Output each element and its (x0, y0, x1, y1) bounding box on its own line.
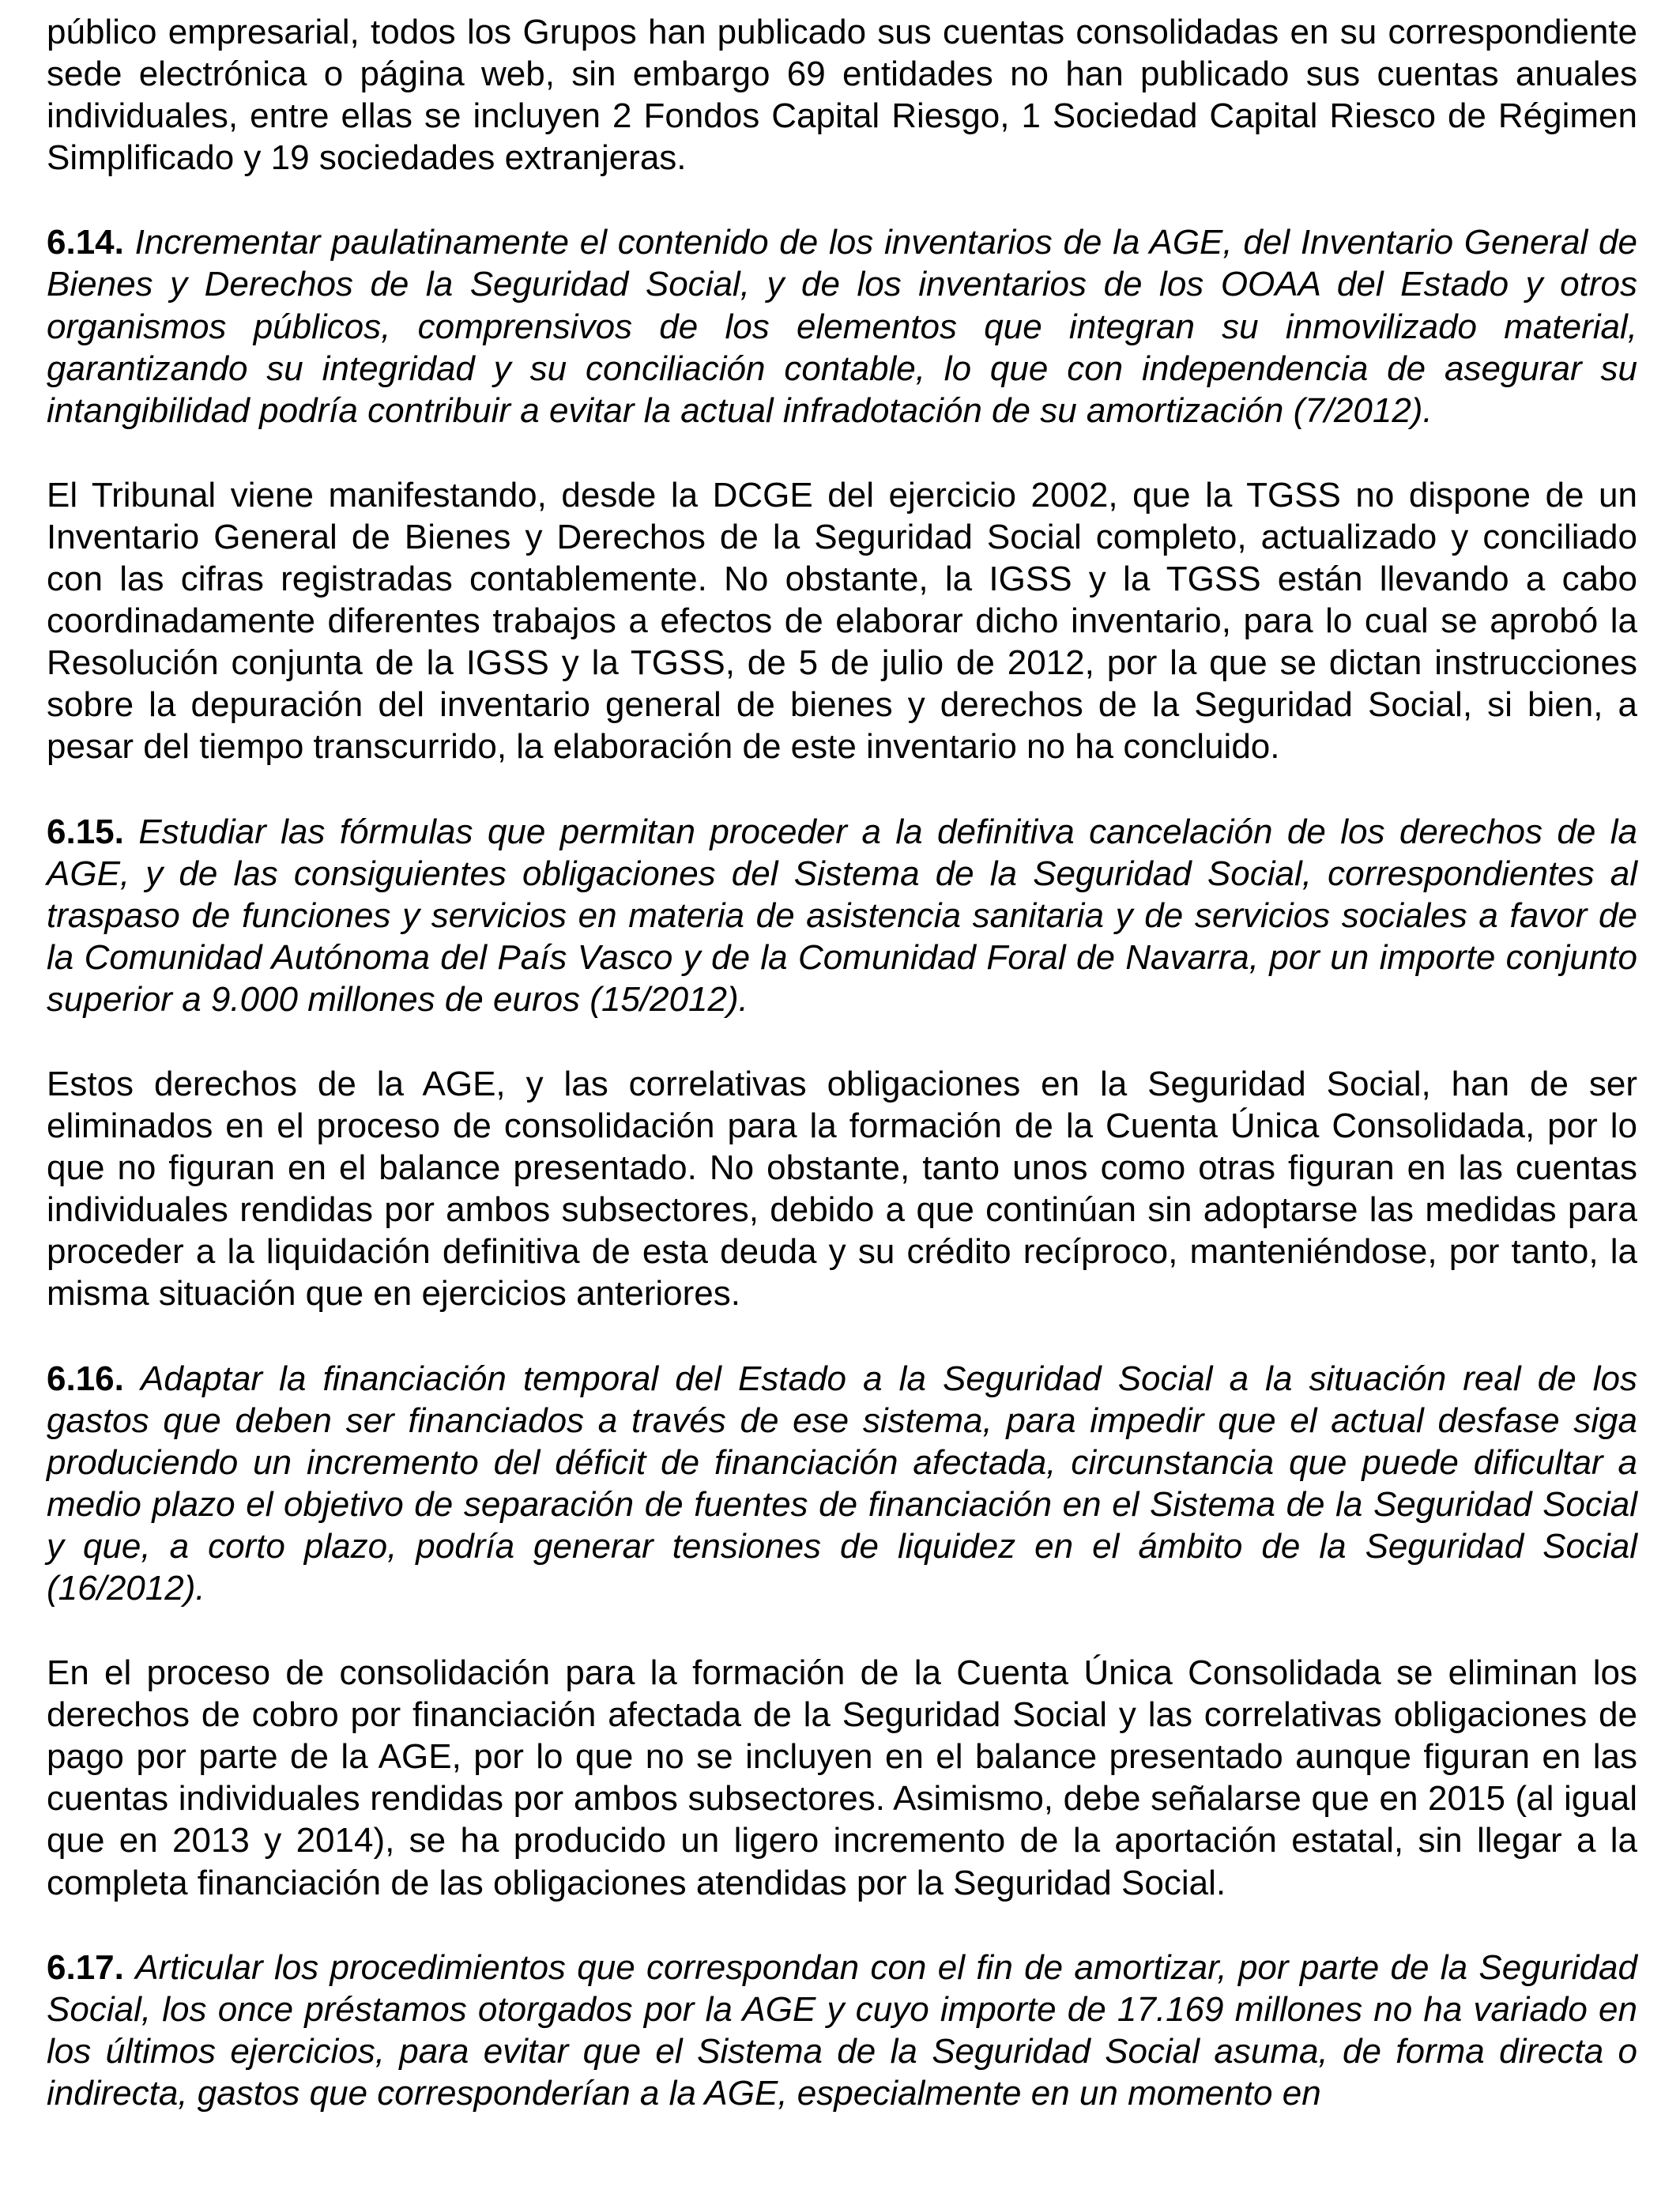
recommendation-number: 6.15. (47, 812, 124, 851)
recommendation-text: Adaptar la financiación temporal del Estado a la Seguridad Social a la situación real de los gastos que deben ser financiados a través de ese sistema, para impedir que el actual desfase siga produciendo un incremento del déficit de financiación afectada, circunstancia que puede dificultar a medio plazo el objetivo de separación de fuentes de financiación en el Sistema de la Seguridad Social y que, a corto plazo, podría generar tensiones de liquidez en el ámbito de la Seguridad Social (16/2012). (47, 1359, 1637, 1608)
recommendation-6-15 (47, 811, 1637, 1020)
recommendation-text: Estudiar las fórmulas que permitan proceder a la definitiva cancelación de los derechos de la AGE, y de las consiguientes obligaciones del Sistema de la Seguridad Social, correspondientes al traspaso de funciones y servicios en materia de asistencia sanitaria y de servicios sociales a favor de la Comunidad Autónoma del País Vasco y de la Comunidad Foral de Navarra, por un importe conjunto superior a 9.000 millones de euros (15/2012). (47, 812, 1637, 1019)
recommendation-number: 6.16. (47, 1359, 124, 1398)
recommendation-text: Articular los procedimientos que correspondan con el fin de amortizar, por parte de la Seguridad Social, los once préstamos otorgados por la AGE y cuyo importe de 17.169 millones no ha variado en los últimos ejercicios, para evitar que el Sistema de la Seguridad Social asuma, de forma directa o indirecta, gastos que corresponderían a la AGE, especialmente en un momento en (47, 1947, 1637, 2113)
recommendation-6-17 (47, 1947, 1637, 2114)
recommendation-text: Incrementar paulatinamente el contenido de los inventarios de la AGE, del Inventario General de Bienes y Derechos de la Seguridad Social, y de los inventarios de los OOAA del Estado y otros organismos públicos, comprensivos de los elementos que integran su inmovilizado material, garantizando su integridad y su conciliación contable, lo que con independencia de asegurar su intangibilidad podría contribuir a evitar la actual infradotación de su amortización (7/2012). (47, 223, 1638, 430)
recommendation-6-14 (47, 221, 1637, 431)
paragraph-published-accounts: público empresarial, todos los Grupos han publicado sus cuentas consolidadas en su correspondiente sede electrónica o página web, sin embargo 69 entidades no han publicado sus cuentas anuales individuales, entre ellas se incluyen 2 Fondos Capital Riesgo, 1 Sociedad Capital Riesco de Régimen Simplificado y 19 sociedades extranjeras. (47, 13, 1637, 178)
recommendation-number: 6.17. (47, 1947, 124, 1987)
paragraph-inventory-findings: El Tribunal viene manifestando, desde la DCGE del ejercicio 2002, que la TGSS no dispone de un Inventario General de Bienes y Derechos de la Seguridad Social completo, actualizado y conciliado con las cifras registradas contablemente. No obstante, la IGSS y la TGSS están llevando a cabo coordinadamente diferentes trabajos a efectos de elaborar dicho inventario, para lo cual se aprobó la Resolución conjunta de la IGSS y la TGSS, de 5 de julio de 2012, por la que se dictan instrucciones sobre la depuración del inventario general de bienes y derechos de la Seguridad Social, si bien, a pesar del tiempo transcurrido, la elaboración de este inventario no ha concluido. (47, 475, 1637, 767)
paragraph-age-rights: Estos derechos de la AGE, y las correlativas obligaciones en la Seguridad Social, han de ser eliminados en el proceso de consolidación para la formación de la Cuenta Única Consolidada, por lo que no figuran en el balance presentado. No obstante, tanto unos como otras figuran en las cuentas individuales rendidas por ambos subsectores, debido a que continúan sin adoptarse las medidas para proceder a la liquidación definitiva de esta deuda y su crédito recíproco, manteniéndose, por tanto, la misma situación que en ejercicios anteriores. (47, 1064, 1637, 1314)
recommendation-number: 6.14. (47, 223, 124, 262)
paragraph-consolidation-process: En el proceso de consolidación para la formación de la Cuenta Única Consolidada se eliminan los derechos de cobro por financiación afectada de la Seguridad Social y las correlativas obligaciones de pago por parte de la AGE, por lo que no se incluyen en el balance presentado aunque figuran en las cuentas individuales rendidas por ambos subsectores. Asimismo, debe señalarse que en 2015 (al igual que en 2013 y 2014), se ha producido un ligero incremento de la aportación estatal, sin llegar a la completa financiación de las obligaciones atendidas por la Seguridad Social. (47, 1653, 1637, 1902)
recommendation-6-16 (47, 1358, 1637, 1610)
